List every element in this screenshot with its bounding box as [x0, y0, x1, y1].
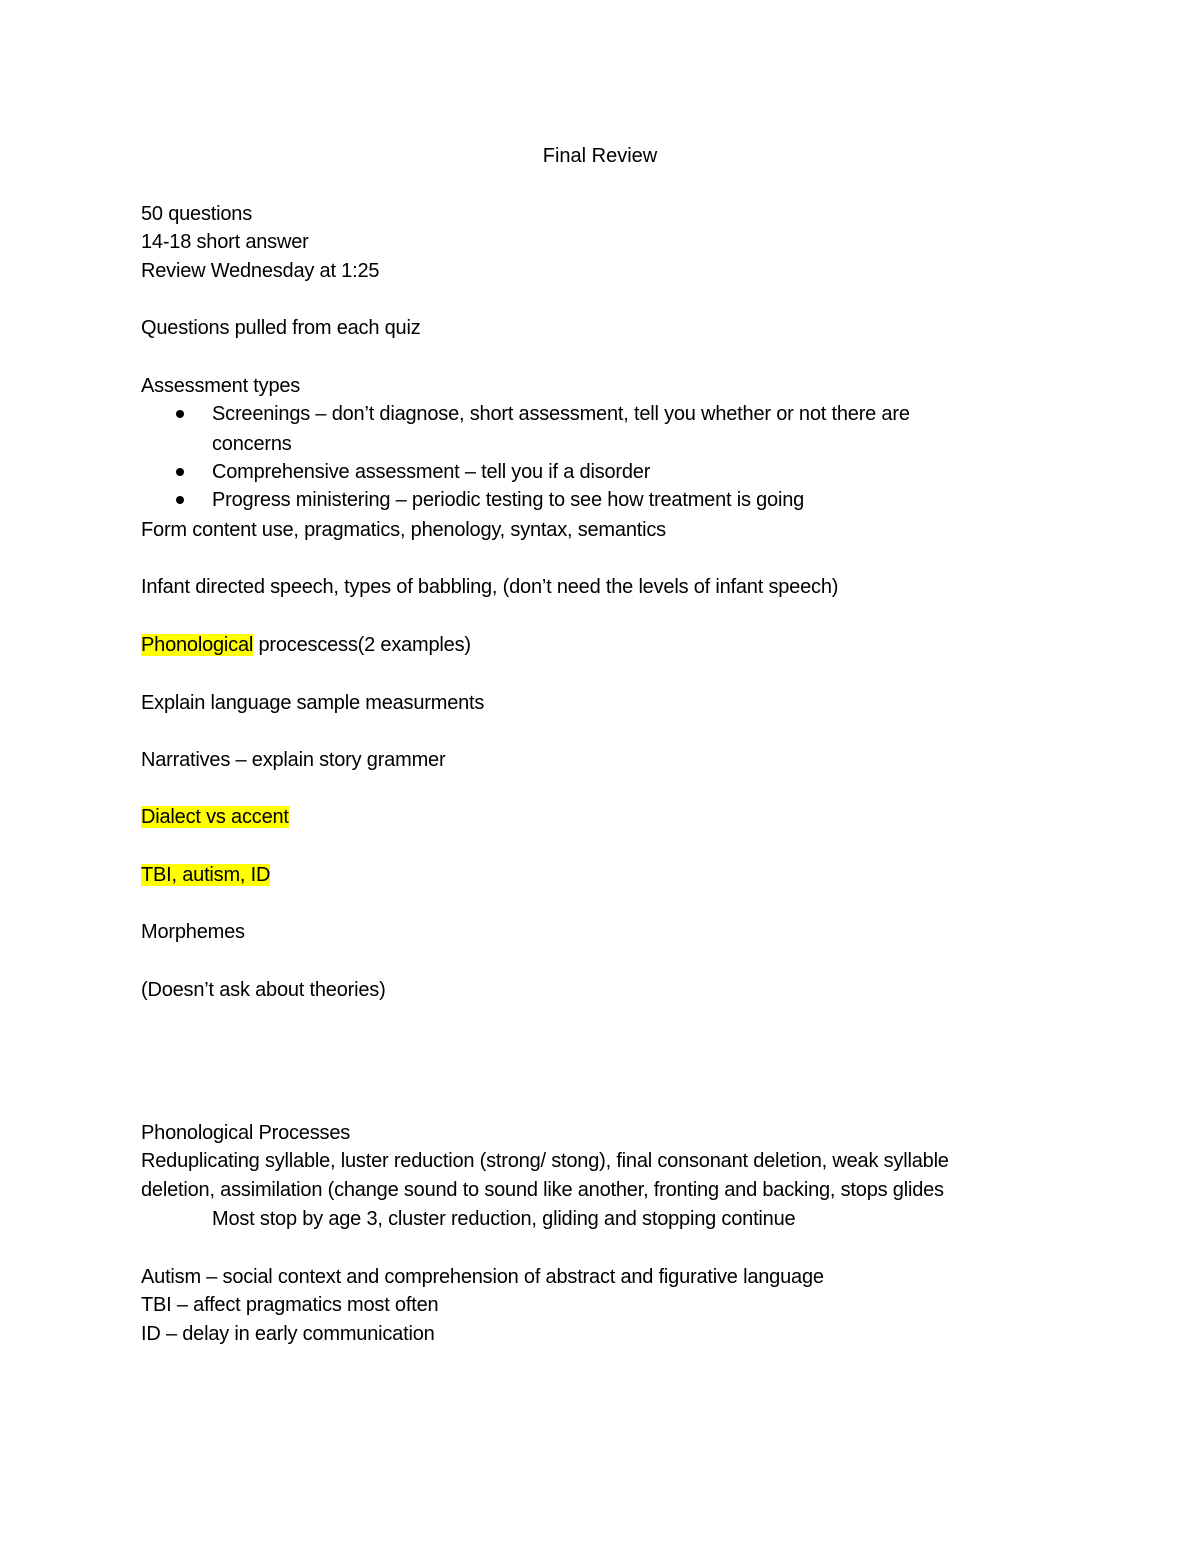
bullet-icon [176, 410, 184, 418]
theories-line: (Doesn’t ask about theories) [141, 979, 386, 1001]
morphemes-line: Morphemes [141, 921, 245, 943]
phonological-rest-text: procescess(2 examples) [253, 634, 471, 656]
bullet-icon [176, 468, 184, 476]
autism-line: Autism – social context and comprehension of abstract and figurative language [141, 1266, 824, 1288]
infant-speech-line: Infant directed speech, types of babbling, (don’t need the levels of infant speech) [141, 576, 839, 598]
phonological-processes-line-3: Most stop by age 3, cluster reduction, gliding and stopping continue [212, 1208, 796, 1230]
assessment-heading: Assessment types [141, 375, 301, 397]
list-item-text: Progress ministering – periodic testing to see how treatment is going [212, 489, 805, 511]
highlighted-text: TBI, autism, ID [141, 864, 271, 886]
list-item-text: Comprehensive assessment – tell you if a disorder [212, 461, 651, 483]
list-item-text-continued: concerns [212, 433, 292, 455]
document-title: Final Review [542, 145, 658, 167]
id-line: ID – delay in early communication [141, 1323, 435, 1345]
highlighted-text: Dialect vs accent [141, 806, 289, 828]
form-content-line: Form content use, pragmatics, phenology, syntax, semantics [141, 519, 666, 541]
quiz-source-line: Questions pulled from each quiz [141, 317, 421, 339]
questions-count-line: 50 questions [141, 203, 253, 225]
narratives-line: Narratives – explain story grammer [141, 749, 446, 771]
phonological-processes-line-1: Reduplicating syllable, luster reduction (strong/ stong), final consonant deletion, weak syllable [141, 1150, 949, 1172]
bullet-icon [176, 496, 184, 504]
phonological-line [141, 631, 471, 659]
short-answer-line: 14-18 short answer [141, 231, 309, 253]
review-time-line: Review Wednesday at 1:25 [141, 260, 380, 282]
phonological-processes-heading: Phonological Processes [141, 1122, 351, 1144]
tbi-line: TBI – affect pragmatics most often [141, 1294, 439, 1316]
phonological-processes-line-2: deletion, assimilation (change sound to sound like another, fronting and backing, stops glides [141, 1179, 944, 1201]
dialect-line [141, 803, 289, 831]
highlighted-text: Phonological [141, 634, 254, 656]
tbi-autism-id-line [141, 861, 270, 889]
language-sample-line: Explain language sample measurments [141, 692, 485, 714]
list-item-text: Screenings – don’t diagnose, short assessment, tell you whether or not there are [212, 403, 910, 425]
